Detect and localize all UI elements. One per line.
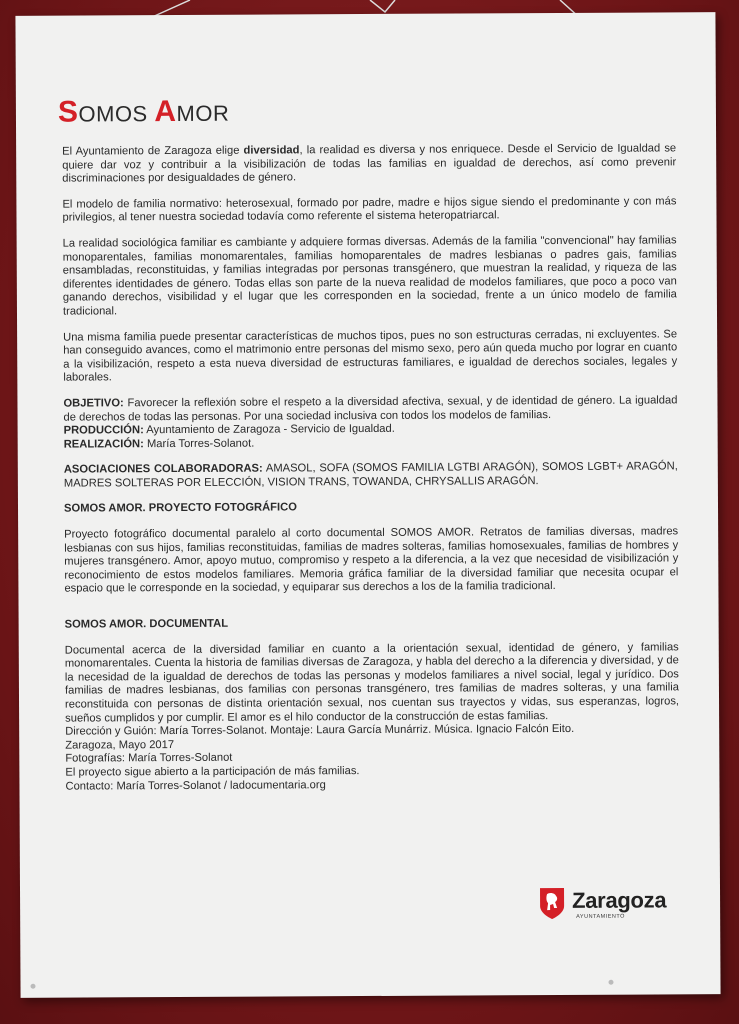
poster-title: SOMOS AMOR xyxy=(57,94,230,129)
zaragoza-lion-shield-icon xyxy=(538,886,566,920)
credit-line: Zaragoza, Mayo 2017 xyxy=(65,738,175,752)
intro-paragraph: El Ayuntamiento de Zaragoza elige diversidad, la realidad es diversa y nos enriquece. Desde el Servicio de Igualdad se quiere dar voz y contribuir a la visibilización de todas las familias en igualdad de derechos, así como prevenir discriminaciones por desigualdades de género. xyxy=(62,142,677,185)
screw xyxy=(608,980,613,985)
documental-paragraph: Documental acerca de la diversidad familiar en cuanto a la orientación sexual, identidad de género, y familias monomarentales. Cuenta la historia de familias diversas de Zaragoza, y habla del derecho a la diferencia y diversidad, y de la necesidad de la igualdad de derechos de todas las personas y modelos familiares a nivel social, legal y jurídico. Dos familias de madres lesbianas, dos familias con personas transgénero, tres familias de madres solteras, y una familia reconstituida con personas de distinta orientación sexual, nos cuentan sus trayectos y vidas, sus esperanzas, logros, sueños cumplidos y por cumplir. El amor es el hilo conductor de la construcción de estas familias. xyxy=(64,640,680,725)
logo-subtitle: AYUNTAMIENTO xyxy=(576,913,625,920)
screw xyxy=(31,984,36,989)
zaragoza-logo xyxy=(538,885,698,926)
objetivo-paragraph: OBJETIVO: Favorecer la reflexión sobre el respeto a la diversidad afectiva, sexual, y de identidad de género. La igualdad de derechos de todas las personas. Por una sociedad inclusiva con todos los modelos de familias. xyxy=(63,394,678,424)
credit-line: Contacto: María Torres-Solanot / ladocumentaria.org xyxy=(65,778,326,793)
logo-name: Zaragoza xyxy=(572,887,667,913)
produccion-line: PRODUCCIÓN: Ayuntamiento de Zaragoza - Servicio de Igualdad. xyxy=(63,422,395,437)
credit-line: Fotografías: María Torres-Solanot xyxy=(65,752,233,765)
paragraph-family-model: El modelo de familia normativo: heterosexual, formado por padre, madre e hijos sigue siendo el predominante y con más privilegios, al tener nuestra sociedad todavía como referente el sistema heteropatriarcal. xyxy=(62,195,677,224)
credit-line: El proyecto sigue abierto a la participación de más familias. xyxy=(65,765,360,779)
poster-body xyxy=(62,142,679,793)
paragraph-family-types: Una misma familia puede presentar características de muchos tipos, pues no son estructuras cerradas, ni excluyentes. Se han conseguido avances, como el matrimonio entre personas del mismo sexo, pero aún queda mucho por lograr en cuanto a la visibilización, respeto a esta nueva diversidad de estructuras familiares, e igualdad de derechos sociales, legales y laborales. xyxy=(63,327,678,384)
asociaciones-paragraph: ASOCIACIONES COLABORADORAS: AMASOL, SOFA (SOMOS FAMILIA LGTBI ARAGÓN), SOMOS LGBT+ ARAGÓN, MADRES SOLTERAS POR ELECCIÓN, VISION TRANS, TOWANDA, CHRYSALLIS ARAGÓN. xyxy=(63,460,678,490)
poster-board xyxy=(15,12,720,998)
realizacion-line: REALIZACIÓN: María Torres-Solanot. xyxy=(63,437,255,451)
proyecto-heading: SOMOS AMOR. PROYECTO FOTOGRÁFICO xyxy=(63,501,297,516)
credit-line: Dirección y Guión: María Torres-Solanot. Montaje: Laura García Munárriz. Música. Ignacio Falcón Eito. xyxy=(65,723,575,738)
proyecto-paragraph: Proyecto fotográfico documental paralelo al corto documental SOMOS AMOR. Retratos de familias diversas, madres lesbianas con sus hijos, familias reconstituidas, familias de madres solteras, familias homosexuales, familias de hombres y mujeres transgénero. Amor, apoyo mutuo, compromiso y respeto a la diferencia, a la vez que necesidad de visibilización y reconocimiento de estos modelos familiares. Memoria gráfica familiar de la diversidad familiar que necesita ocupar el espacio que le corresponde en la sociedad, y equiparar sus derechos a los de la familia tradicional. xyxy=(64,525,679,596)
documental-heading: SOMOS AMOR. DOCUMENTAL xyxy=(64,617,229,631)
paragraph-sociological-reality: La realidad sociológica familiar es cambiante y adquiere formas diversas. Además de la familia "convencional" hay familias monoparentales, familias monomarentales, familias homoparentales de madres lesbianas o padres gais, familias ensambladas, reconstituidas, y familias integradas por personas transgénero, que muestran la realidad, y riqueza de las diferentes identidades de género. Todas ellas son parte de la nueva realidad de modelos familiares, que poco a poco van ganando derechos, visibilidad y el lugar que les corresponden en la sociedad, frente a un único modelo de familia tradicional. xyxy=(62,234,677,318)
